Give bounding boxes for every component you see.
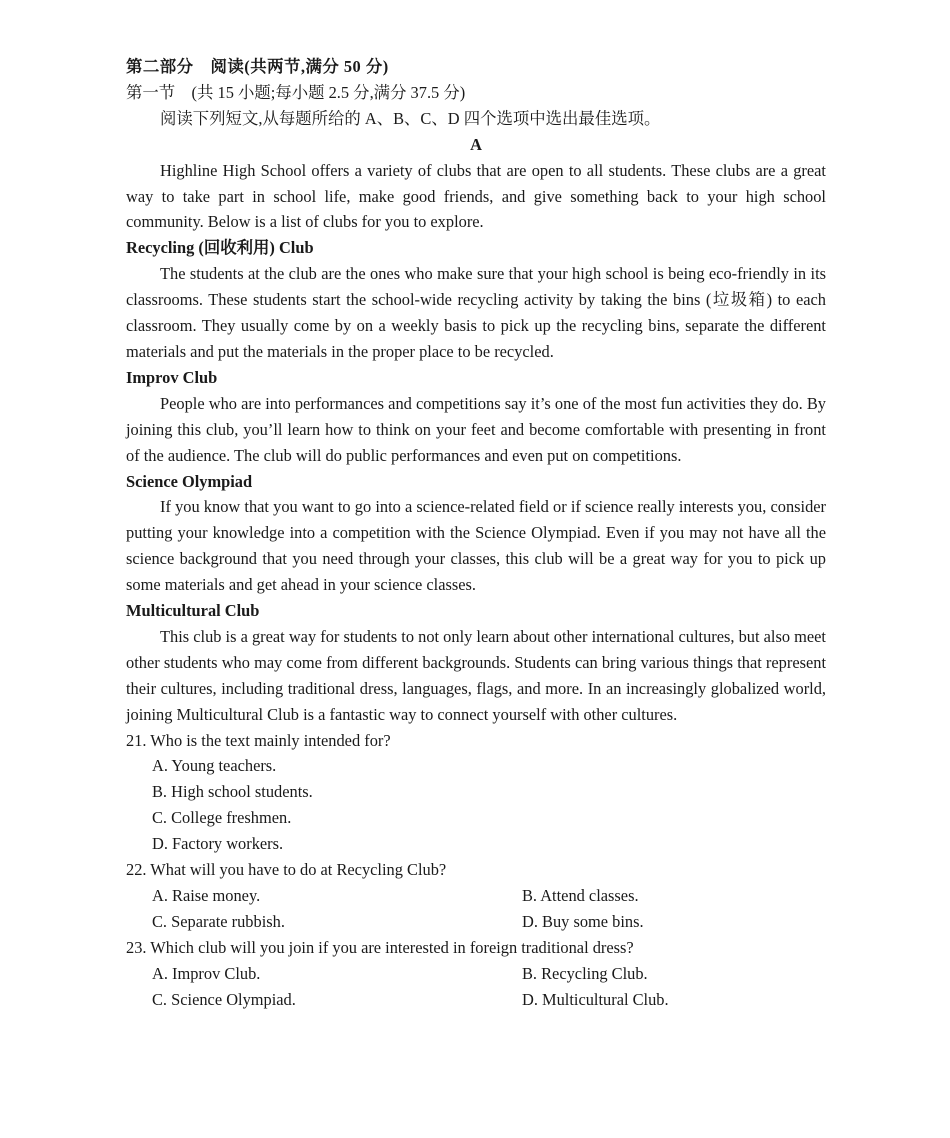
question-23-stem: 23. Which club will you join if you are interested in foreign traditional dress? <box>126 937 634 957</box>
part-title: 第二部分 阅读(共两节,满分 50 分) <box>126 57 389 76</box>
question-23-option-d: D. Multicultural Club. <box>522 989 669 1009</box>
club-body-recycling: The students at the club are the ones who make sure that your high school is being eco-friendly in its classrooms. These students start the school-wide recycling activity by taking the bins (垃圾箱) to each classroom. They usually come by on a weekly basis to pick up the recycling bins, separate the different materials and put the materials in the proper place to be recycled. <box>126 264 826 361</box>
club-heading-improv: Improv Club <box>126 367 218 387</box>
question-21-option-b: B. High school students. <box>152 782 313 802</box>
question-23-option-b: B. Recycling Club. <box>522 963 648 983</box>
club-body-improv: People who are into performances and competitions say it’s one of the most fun activities they do. By joining this club, you’ll learn how to think on your feet and become comfortable with presenting in front of the audience. The club will do public performances and even put on competitions. <box>126 393 826 465</box>
question-22-stem: 22. What will you have to do at Recycling Club? <box>126 860 447 880</box>
question-22-option-c: C. Separate rubbish. <box>152 911 285 931</box>
question-22-option-b: B. Attend classes. <box>522 886 639 905</box>
passage-intro: Highline High School offers a variety of clubs that are open to all students. These clubs are a great way to take part in school life, make good friends, and give something back to your high school community. Below is a list of clubs for you to explore. <box>126 160 826 232</box>
club-heading-multicultural: Multicultural Club <box>126 601 260 621</box>
question-23-option-a: A. Improv Club. <box>152 963 261 983</box>
exam-page <box>126 54 826 1013</box>
club-body-multicultural: This club is a great way for students to not only learn about other international cultures, but also meet other students who may come from different backgrounds. Students can bring various things that represent their cultures, including traditional dress, languages, flags, and more. In an increasingly globalized world, joining Multicultural Club is a fantastic way to connect yourself with other cultures. <box>126 626 826 724</box>
section-title: 第一节 (共 15 小题;每小题 2.5 分,满分 37.5 分) <box>126 82 466 102</box>
question-22-options-row-2 <box>126 909 826 935</box>
question-23-option-c: C. Science Olympiad. <box>152 989 296 1009</box>
passage-label: A <box>470 134 482 154</box>
question-21-option-d: D. Factory workers. <box>152 834 284 854</box>
instruction: 阅读下列短文,从每题所给的 A、B、C、D 四个选项中选出最佳选项。 <box>160 108 661 128</box>
question-21-option-c: C. College freshmen. <box>152 808 292 828</box>
question-21-stem: 21. Who is the text mainly intended for? <box>126 730 391 750</box>
question-23-options-row-2 <box>126 987 826 1013</box>
question-22-options-row-1 <box>126 883 826 909</box>
question-23-options-row-1 <box>126 961 826 987</box>
question-21-option-a: A. Young teachers. <box>152 756 277 776</box>
question-22-option-a: A. Raise money. <box>152 886 261 905</box>
question-22-option-d: D. Buy some bins. <box>522 911 644 931</box>
club-body-science-olympiad: If you know that you want to go into a science-related field or if science really interests you, consider putting your knowledge into a competition with the Science Olympiad. Even if you may not have all the science background that you need through your classes, this club will be a great way for you to pick up some materials and get ahead in your science classes. <box>126 497 826 595</box>
club-heading-recycling: Recycling (回收利用) Club <box>126 238 314 258</box>
club-heading-science-olympiad: Science Olympiad <box>126 471 253 491</box>
